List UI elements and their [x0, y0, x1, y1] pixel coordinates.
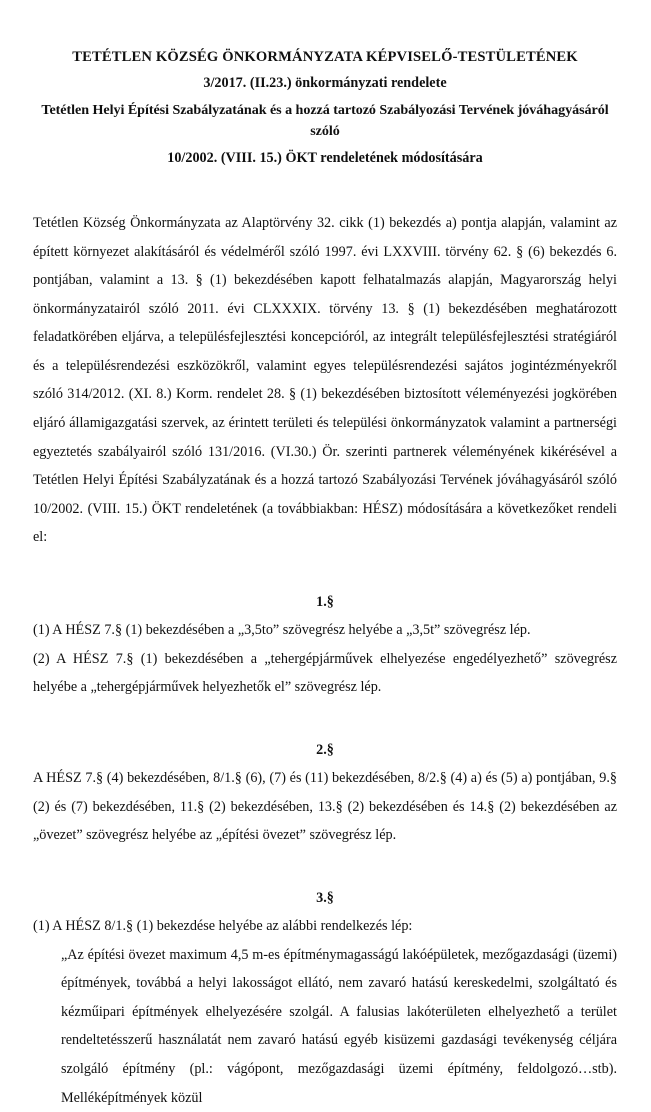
section-2-paragraph-1: A HÉSZ 7.§ (4) bekezdésében, 8/1.§ (6), (7) és (11) bekezdésében, 8/2.§ (4) a) és (5) a) pontjában, 9.§ (2) és (7) bekezdésében, 11.§ (2) bekezdésében, 13.§ (2) bekezdésében és 14.§ (2) bekezdésében az „övezet” szövegrész helyébe az „építési övezet” szövegrész lép.: [33, 770, 617, 844]
section-marker-3: 3.§: [316, 889, 334, 906]
document-preamble: Tetétlen Község Önkormányzata az Alaptörvény 32. cikk (1) bekezdés a) pontja alapján, valamint az épített környezet alakításáról és védelméről szóló 1997. évi LXXVIII. törvény 62. § (6) bekezdés 6. pontjában, valamint a 13. § (1) bekezdésében kapott felhatalmazás alapján, Magyarország helyi önkormányzatairól szóló 2011. évi CLXXXIX. törvény 13. § (1) bekezdésében meghatározott feladatkörében eljárva, a településfejlesztési koncepcióról, az integrált településfejlesztési stratégiáról és a településrendezési eszközökről, valamint egyes településrendezési sajátos jogintézményekről szóló 314/2012. (XI. 8.) Korm. rendelet 28. § (1) bekezdésében biztosított véleményezési jogkörében eljáró államigazgatási szervek, az érintett területi és települési önkormányzatok valamint a partnerségi egyeztetés szabályairól szóló 131/2016. (VI.30.) Ör. szerinti partnerek véleményének kikérésével a Tetétlen Helyi Építési Szabályzatának és a hozzá tartozó Szabályozási Tervének jóváhagyásáról szóló 10/2002. (VIII. 15.) ÖKT rendeletének (a továbbiakban: HÉSZ) módosítására a következőket rendeli el:: [33, 215, 617, 546]
document-title-line-2: 3/2017. (II.23.) önkormányzati rendelete: [203, 75, 447, 92]
section-1-paragraph-2: (2) A HÉSZ 7.§ (1) bekezdésében a „tehergépjárművek elhelyezése engedélyezhető” szövegrész helyébe a „tehergépjárművek helyezhetők el” szövegrész lép.: [33, 650, 617, 696]
document-title-block: [33, 46, 617, 169]
document-title-line-1: TETÉTLEN KÖZSÉG ÖNKORMÁNYZATA KÉPVISELŐ-TESTÜLETÉNEK: [72, 49, 578, 65]
section-3-paragraph-1: (1) A HÉSZ 8/1.§ (1) bekezdése helyébe az alábbi rendelkezés lép:: [33, 918, 413, 935]
section-marker-1: 1.§: [316, 593, 334, 610]
section-3-quoted-provision: „Az építési övezet maximum 4,5 m-es építménymagasságú lakóépületek, mezőgazdasági (üzemi) építmények, továbbá a helyi lakosságot ellátó, nem zavaró hatású kereskedelmi, szolgáltató és kézműipari építmények elhelyezésére szolgál. A falusias lakóterületen elhelyezhető a terület rendeltetésszerű használatát nem zavaró hatású egyéb kisüzemi gazdasági tevékenység céljára szolgáló építmény (pl.: vágópont, mezőgazdasági üzemi építmény, feldolgozó…stb). Melléképítmények közül: [61, 946, 617, 1106]
document-title-line-3: Tetétlen Helyi Építési Szabályzatának és a hozzá tartozó Szabályozási Tervének jóváhagyásáról szóló: [41, 101, 609, 140]
document-title-line-4: 10/2002. (VIII. 15.) ÖKT rendeletének módosítására: [167, 149, 483, 166]
spacer: [33, 566, 617, 576]
section-1-paragraph-1: (1) A HÉSZ 7.§ (1) bekezdésében a „3,5to” szövegrész helyébe a „3,5t” szövegrész lép.: [33, 622, 531, 639]
spacer: [33, 850, 617, 872]
spacer: [33, 702, 617, 724]
section-marker-2: 2.§: [316, 741, 334, 758]
